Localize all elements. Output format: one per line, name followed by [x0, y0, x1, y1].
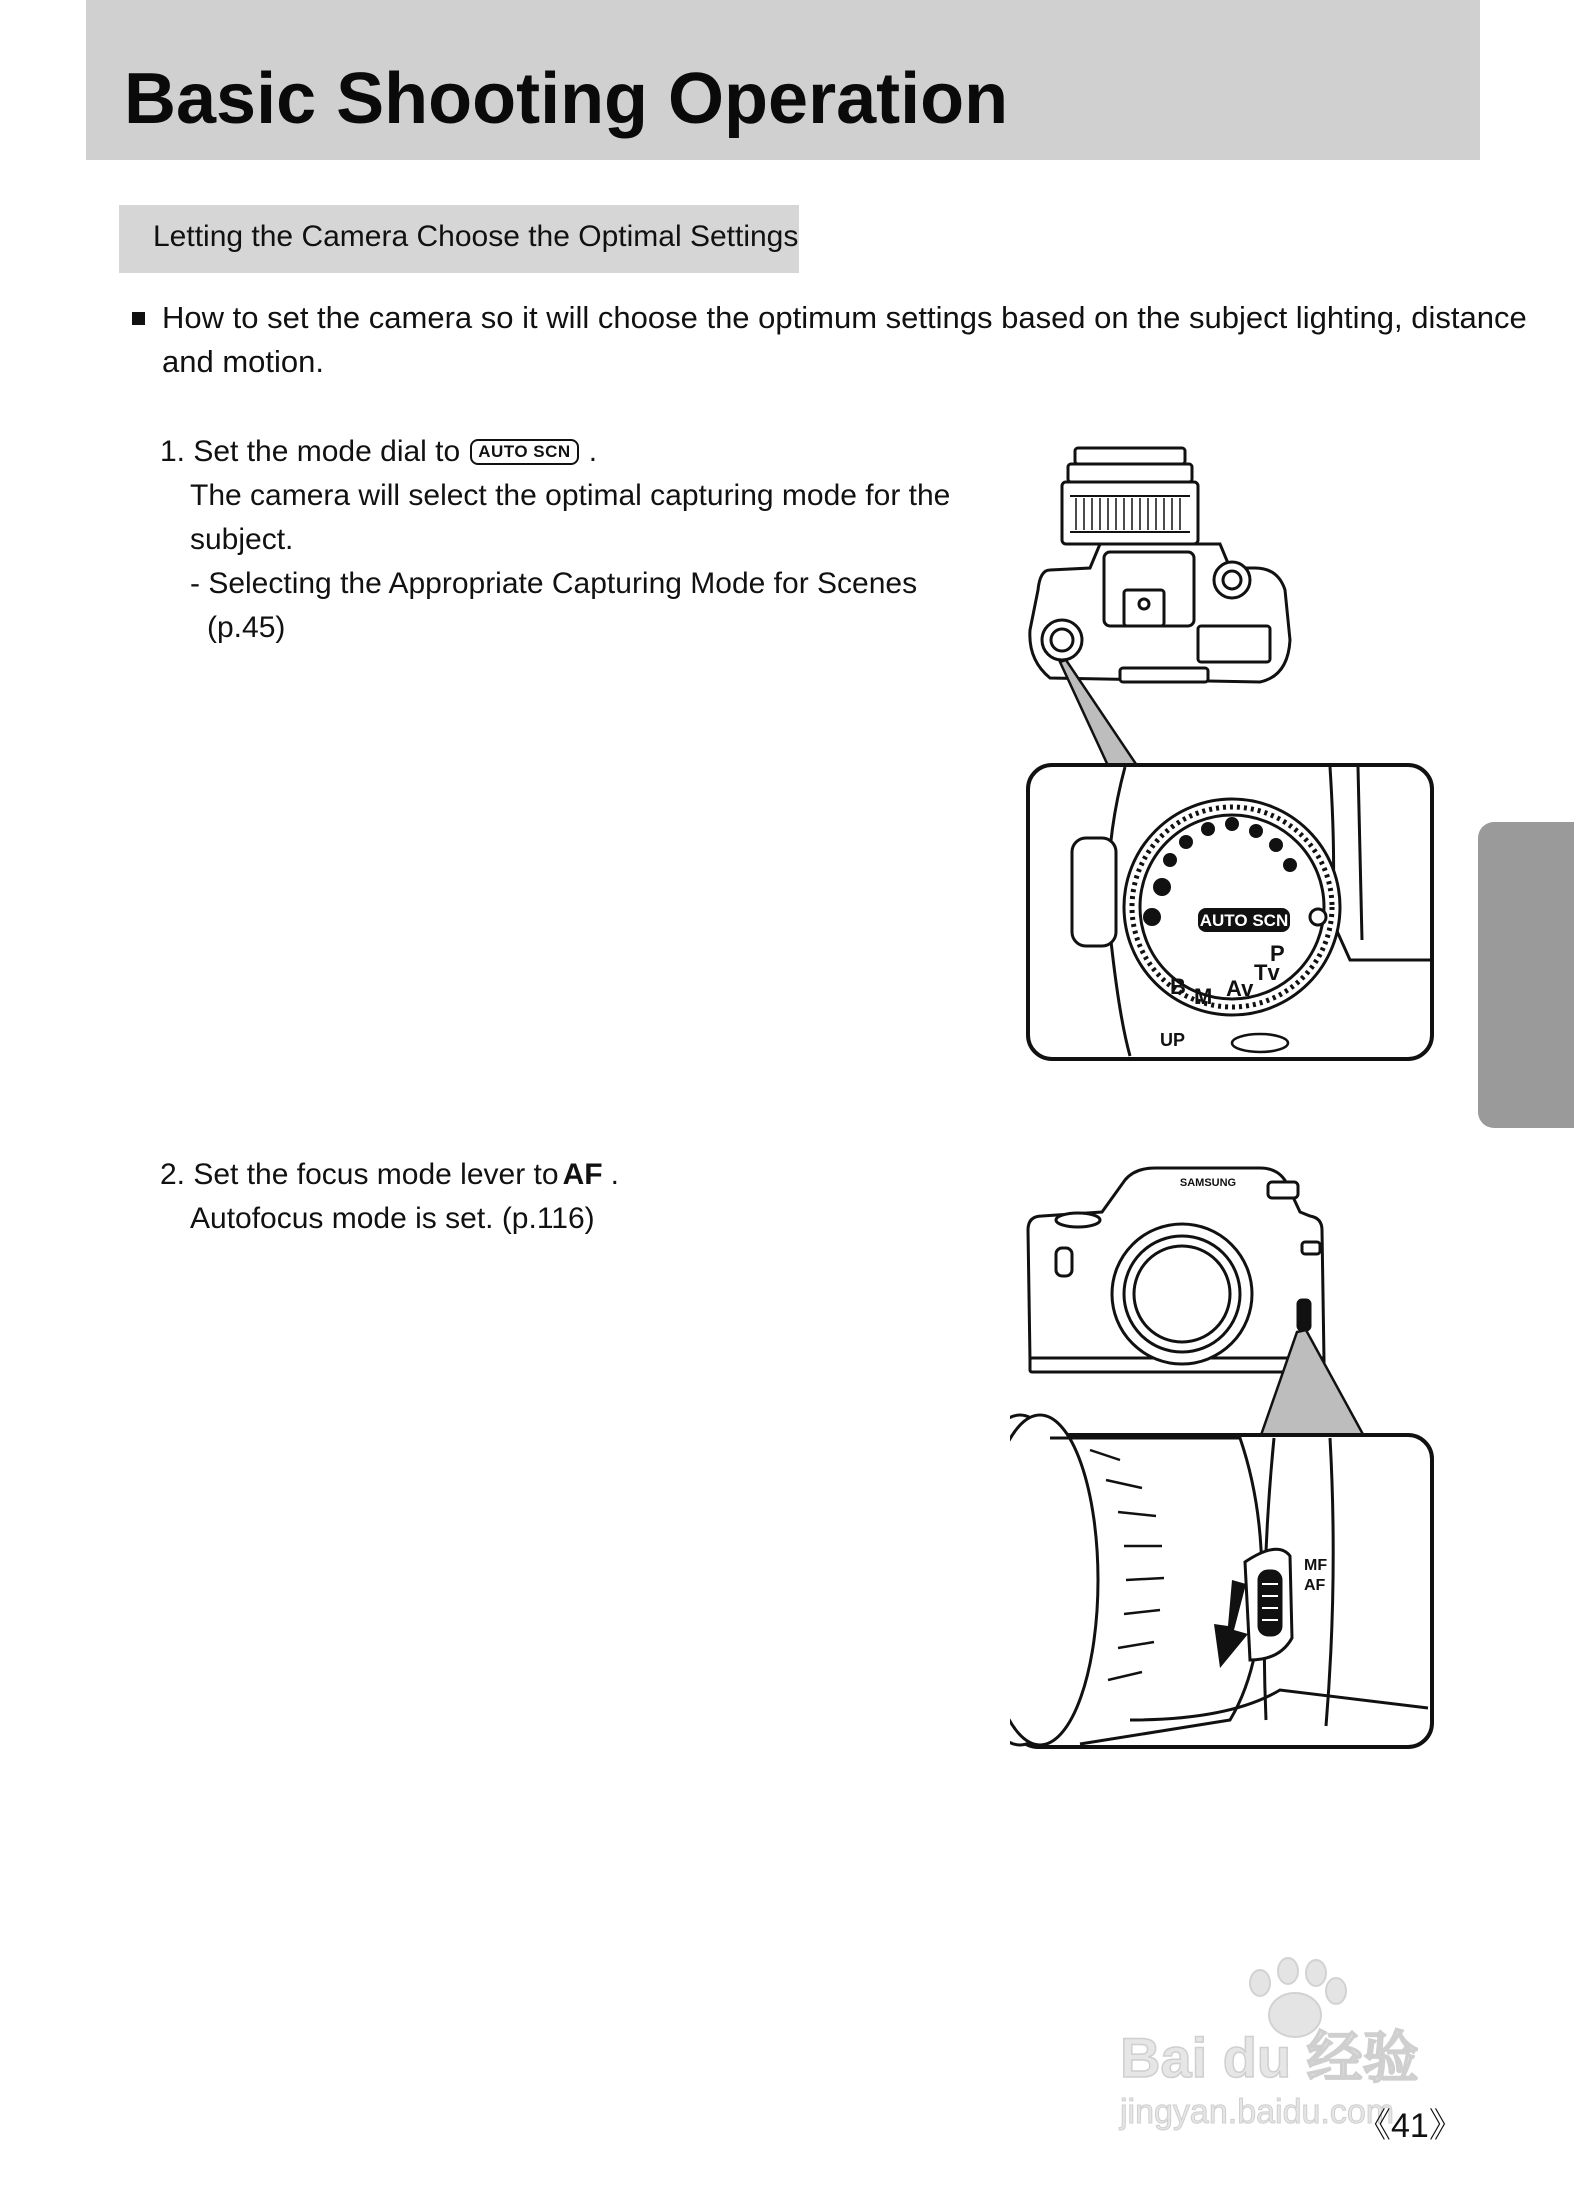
step-2	[160, 1153, 940, 1241]
camera-front-view-icon	[1028, 1168, 1324, 1372]
dial-m-label: M	[1194, 984, 1213, 1009]
step-1-page-ref: (p.45)	[207, 611, 286, 644]
af-label: AF	[562, 1158, 603, 1191]
flash-up-label: UP	[1160, 1030, 1186, 1050]
lever-mf-label: MF	[1304, 1557, 1328, 1574]
dial-p-label: P	[1270, 941, 1285, 966]
auto-scn-badge-icon: AUTO SCN	[470, 439, 578, 465]
step-1-suffix: .	[588, 435, 598, 468]
page-title: Basic Shooting Operation	[124, 59, 1009, 139]
chapter-side-tab	[1478, 822, 1574, 1128]
watermark-logo-text: Bai du 经验	[1120, 2026, 1419, 2089]
step-1-reference: - Selecting the Appropriate Capturing Mode for Scenes	[190, 567, 918, 600]
camera-top-view-icon	[1030, 448, 1290, 682]
intro-line-2: and motion.	[162, 344, 324, 379]
section-heading: Letting the Camera Choose the Optimal Settings	[153, 220, 799, 253]
watermark-url: jingyan.baidu.com	[1120, 2093, 1395, 2131]
lever-af-label: AF	[1304, 1577, 1326, 1594]
step-1	[160, 430, 951, 650]
camera-brand-label: SAMSUNG	[1179, 1177, 1237, 1189]
dial-b-label: B	[1170, 974, 1186, 999]
intro-line-1: How to set the camera so it will choose the optimum settings based on the subject lighting, distance	[162, 300, 1527, 335]
step-2-line-2: Autofocus mode is set. (p.116)	[190, 1202, 595, 1235]
step-2-suffix: .	[610, 1158, 619, 1191]
step-2-prefix: 2. Set the focus mode lever to	[160, 1158, 559, 1191]
focus-lever-illustration	[1010, 1160, 1440, 1755]
dial-av-label: Av	[1226, 976, 1254, 1001]
step-1-line-2: The camera will select the optimal capturing mode for the	[190, 479, 951, 512]
section-heading-box	[119, 205, 799, 273]
mode-dial-illustration	[1020, 440, 1440, 1065]
step-1-line-3: subject.	[190, 523, 294, 556]
step-2-line-1	[160, 1153, 940, 1197]
page-number: 《41》	[1357, 2107, 1463, 2145]
square-bullet-icon	[132, 312, 145, 325]
intro-text	[162, 296, 1527, 384]
dial-tv-label: Tv	[1254, 960, 1280, 985]
step-1-prefix: 1. Set the mode dial to	[160, 435, 461, 468]
step-1-line-1	[160, 430, 940, 474]
dial-auto-scn-label: AUTO SCN	[1199, 911, 1289, 930]
